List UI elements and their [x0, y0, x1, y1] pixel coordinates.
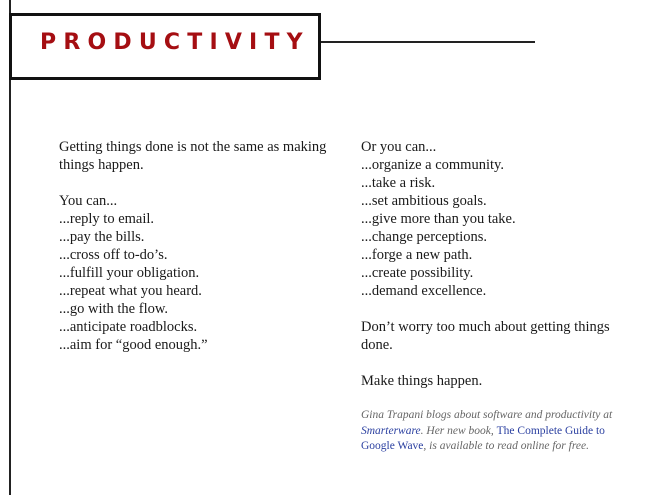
list-item: ...forge a new path.: [361, 247, 473, 263]
list-item: ...take a risk.: [361, 175, 436, 191]
left-column: [59, 138, 329, 372]
list-item: ...set ambitious goals.: [361, 193, 487, 209]
credit-text: Gina Trapani blogs about software and productivity at: [361, 409, 613, 421]
list-item: ...pay the bills.: [59, 229, 145, 245]
credit-text: , is available to read online for free.: [423, 440, 589, 452]
list-item: ...give more than you take.: [361, 211, 516, 227]
page-title: PRODUCTIVITY: [40, 30, 310, 55]
author-credit: [361, 408, 641, 455]
final-statement: Make things happen.: [361, 373, 483, 389]
list-item: ...go with the flow.: [59, 301, 169, 317]
list-item: ...anticipate roadblocks.: [59, 319, 198, 335]
title-box: [9, 13, 321, 80]
list-item: ...fulfill your obligation.: [59, 265, 200, 281]
list-item: ...organize a community.: [361, 157, 504, 173]
credit-text: . Her new book,: [420, 424, 497, 437]
intro-paragraph: Getting things done is not the same as making things happen.: [59, 139, 327, 173]
list-item: ...aim for “good enough.”: [59, 337, 208, 353]
you-can-list: [59, 192, 329, 354]
list-heading: Or you can...: [361, 139, 437, 155]
list-item: ...reply to email.: [59, 211, 155, 227]
list-item: ...demand excellence.: [361, 283, 487, 299]
list-item: ...change perceptions.: [361, 229, 488, 245]
list-item: ...repeat what you heard.: [59, 283, 202, 299]
right-column: [361, 138, 641, 473]
or-you-can-list: [361, 138, 641, 300]
list-heading: You can...: [59, 193, 118, 209]
smarterware-link[interactable]: Smarterware: [361, 424, 421, 437]
list-item: ...cross off to-do’s.: [59, 247, 168, 263]
list-item: ...create possibility.: [361, 265, 474, 281]
book-link[interactable]: The Complete Guide to Google Wave: [361, 424, 605, 452]
header-horizontal-rule: [321, 41, 535, 43]
closing-paragraph: Don’t worry too much about getting things done.: [361, 319, 610, 353]
